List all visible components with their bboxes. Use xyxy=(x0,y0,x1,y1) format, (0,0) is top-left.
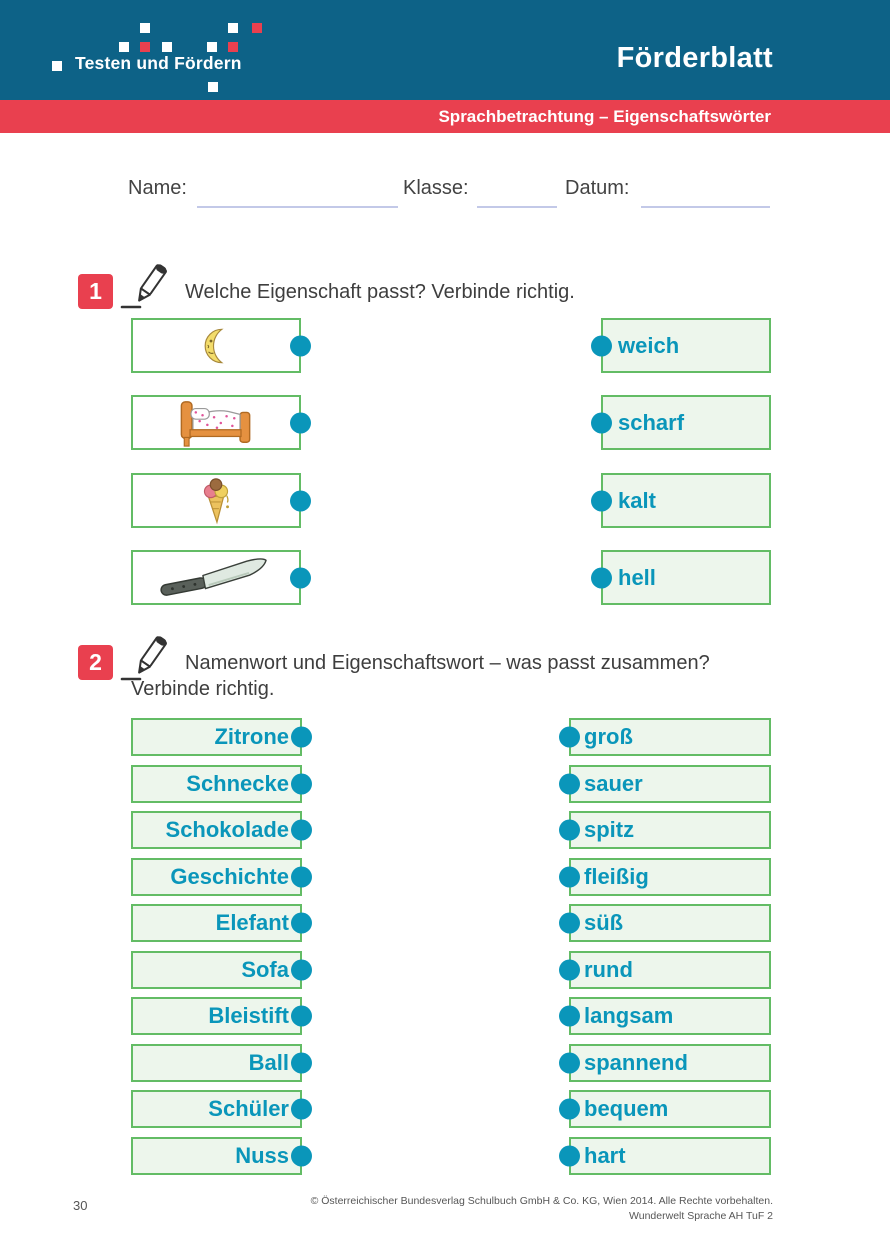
noun-label: Ball xyxy=(248,1050,289,1075)
exercise1-instruction: Welche Eigenschaft passt? Verbinde richtig. xyxy=(185,281,575,303)
bed-image xyxy=(177,398,255,448)
picture-box-ice-cream xyxy=(131,473,301,528)
connector-dot[interactable] xyxy=(591,490,612,511)
adjective-label: sauer xyxy=(584,771,643,796)
connector-dot[interactable] xyxy=(291,1146,312,1167)
adjective-label: langsam xyxy=(584,1003,674,1028)
adjective-box xyxy=(569,1090,771,1128)
connector-dot[interactable] xyxy=(591,335,612,356)
adjective-label: rund xyxy=(584,957,633,982)
section-banner xyxy=(0,100,890,133)
connector-dot[interactable] xyxy=(291,727,312,748)
connector-dot[interactable] xyxy=(291,1053,312,1074)
connector-dot[interactable] xyxy=(559,820,580,841)
picture-box-knife xyxy=(131,550,301,605)
moon-image xyxy=(201,326,231,366)
noun-label: Geschichte xyxy=(170,864,289,889)
noun-label: Schnecke xyxy=(186,771,289,796)
logo-square xyxy=(119,42,129,52)
connector-dot[interactable] xyxy=(291,960,312,981)
adjective-label: spitz xyxy=(584,817,635,842)
connector-dot[interactable] xyxy=(290,567,311,588)
copyright-line1: © Österreichischer Bundesverlag Schulbuch GmbH & Co. KG, Wien 2014. Alle Rechte vorbehalten. xyxy=(310,1195,773,1207)
copyright-line2: Wunderwelt Sprache AH TuF 2 xyxy=(629,1209,773,1222)
noun-box xyxy=(131,858,302,896)
adjective-box xyxy=(569,765,771,803)
adjective-label: spannend xyxy=(584,1050,688,1075)
adjective-box xyxy=(569,858,771,896)
noun-box xyxy=(131,718,302,756)
adjective-label: süß xyxy=(584,910,624,935)
logo-square xyxy=(52,61,62,71)
connector-dot[interactable] xyxy=(291,913,312,934)
noun-label: Nuss xyxy=(235,1143,289,1168)
exercise1-number-badge: 1 xyxy=(78,274,113,309)
adjective-box xyxy=(569,904,771,942)
adjective-box xyxy=(569,811,771,849)
adjective-label: groß xyxy=(584,724,633,749)
page-title: Förderblatt xyxy=(616,42,773,74)
noun-box xyxy=(131,997,302,1035)
adjective-box xyxy=(569,718,771,756)
connector-dot[interactable] xyxy=(559,1053,580,1074)
connector-dot[interactable] xyxy=(291,774,312,795)
word-label: weich xyxy=(618,332,680,358)
logo-square xyxy=(252,23,262,33)
noun-box xyxy=(131,1137,302,1175)
noun-label: Schokolade xyxy=(165,817,289,842)
connector-dot[interactable] xyxy=(591,567,612,588)
noun-box xyxy=(131,765,302,803)
word-box xyxy=(601,395,771,450)
connector-dot[interactable] xyxy=(290,335,311,356)
adjective-label: bequem xyxy=(584,1096,669,1121)
noun-box xyxy=(131,904,302,942)
exercise2-instruction-line1: Namenwort und Eigenschaftswort – was passt zusammen? xyxy=(185,652,710,674)
adjective-box xyxy=(569,1044,771,1082)
logo-square xyxy=(207,42,217,52)
logo-title: Testen und Fördern xyxy=(75,53,242,73)
pencil-icon xyxy=(116,261,180,315)
noun-box xyxy=(131,1044,302,1082)
connector-dot[interactable] xyxy=(291,1006,312,1027)
noun-label: Schüler xyxy=(208,1096,289,1121)
knife-image xyxy=(154,555,278,601)
adjective-label: fleißig xyxy=(584,864,649,889)
noun-box xyxy=(131,811,302,849)
connector-dot[interactable] xyxy=(559,867,580,888)
picture-box-moon xyxy=(131,318,301,373)
adjective-label: hart xyxy=(584,1143,626,1168)
name-input-line[interactable] xyxy=(197,206,398,208)
ice-cream-image xyxy=(199,476,233,526)
connector-dot[interactable] xyxy=(290,412,311,433)
connector-dot[interactable] xyxy=(559,960,580,981)
adjective-box xyxy=(569,951,771,989)
connector-dot[interactable] xyxy=(559,913,580,934)
header-banner xyxy=(0,0,890,100)
connector-dot[interactable] xyxy=(559,727,580,748)
logo-square xyxy=(140,42,150,52)
noun-label: Zitrone xyxy=(214,724,289,749)
connector-dot[interactable] xyxy=(559,1146,580,1167)
picture-box-bed xyxy=(131,395,301,450)
connector-dot[interactable] xyxy=(291,820,312,841)
connector-dot[interactable] xyxy=(291,1099,312,1120)
logo-square xyxy=(208,82,218,92)
word-label: kalt xyxy=(618,487,656,513)
word-label: hell xyxy=(618,564,656,590)
noun-box xyxy=(131,951,302,989)
datum-label: Datum: xyxy=(565,177,630,199)
connector-dot[interactable] xyxy=(290,490,311,511)
name-label: Name: xyxy=(128,177,187,199)
klasse-label: Klasse: xyxy=(403,177,469,199)
logo-square xyxy=(228,23,238,33)
word-box xyxy=(601,550,771,605)
connector-dot[interactable] xyxy=(559,1006,580,1027)
noun-label: Sofa xyxy=(241,957,289,982)
word-box xyxy=(601,318,771,373)
page-number: 30 xyxy=(73,1198,88,1213)
adjective-box xyxy=(569,997,771,1035)
word-box xyxy=(601,473,771,528)
connector-dot[interactable] xyxy=(591,412,612,433)
connector-dot[interactable] xyxy=(559,1099,580,1120)
exercise2-instruction-line2: Verbinde richtig. xyxy=(131,678,275,700)
noun-label: Elefant xyxy=(215,910,289,935)
noun-box xyxy=(131,1090,302,1128)
connector-dot[interactable] xyxy=(559,774,580,795)
exercise2-number-badge: 2 xyxy=(78,645,113,680)
noun-label: Bleistift xyxy=(208,1003,289,1028)
copyright-text xyxy=(311,1194,773,1223)
klasse-input-line[interactable] xyxy=(477,206,557,208)
section-banner-label: Sprachbetrachtung – Eigenschaftswörter xyxy=(438,107,771,126)
datum-input-line[interactable] xyxy=(641,206,770,208)
word-label: scharf xyxy=(618,409,685,435)
logo-square xyxy=(228,42,238,52)
logo-square xyxy=(140,23,150,33)
adjective-box xyxy=(569,1137,771,1175)
logo-square xyxy=(162,42,172,52)
connector-dot[interactable] xyxy=(291,867,312,888)
